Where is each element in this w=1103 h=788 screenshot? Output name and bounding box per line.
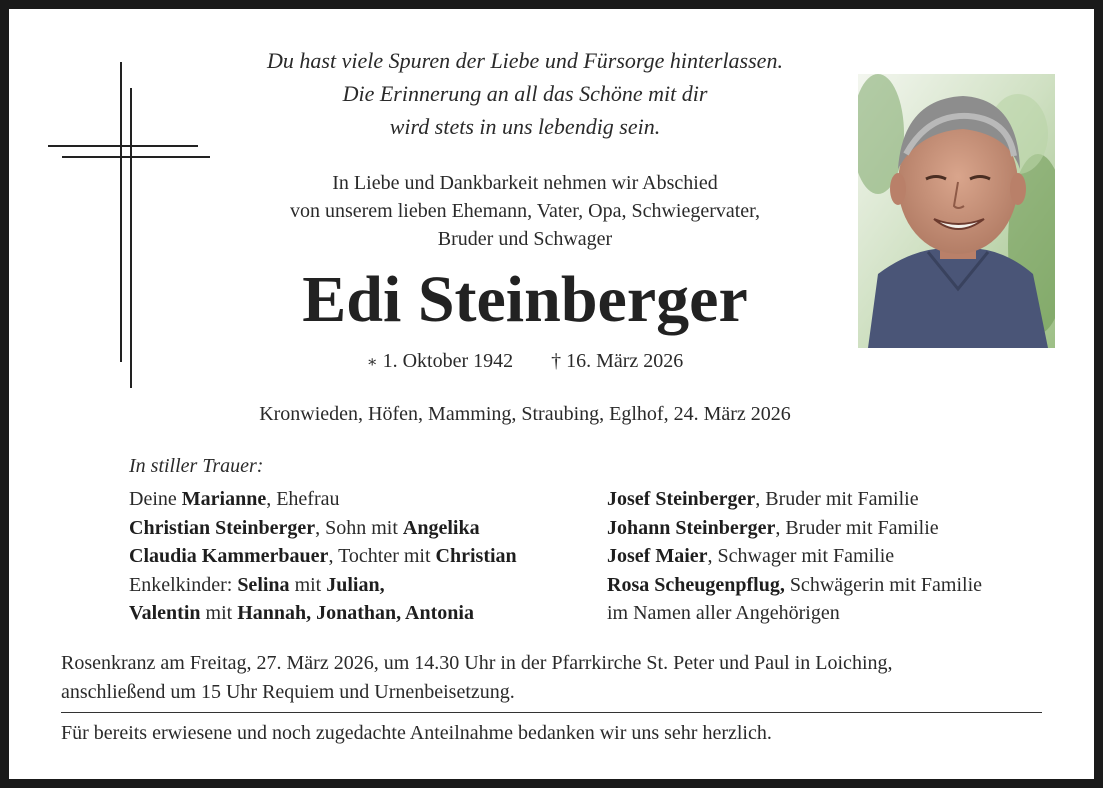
place-and-date: Kronwieden, Höfen, Mamming, Straubing, Eglhof, 24. März 2026 [259,403,791,425]
mourners-right-column [607,485,982,628]
mourner-line: Christian Steinberger, Sohn mit Angelika [129,516,480,539]
birth-date: 1. Oktober 1942 [382,350,514,372]
deceased-name: Edi Steinberger [302,263,748,336]
intro-line: In Liebe und Dankbarkeit nehmen wir Abschied [332,172,718,194]
service-line: Rosenkranz am Freitag, 27. März 2026, um 14.30 Uhr in der Pfarrkirche St. Peter und Paul in Loiching, [61,652,893,674]
mourner-line: Johann Steinberger, Bruder mit Familie [607,516,939,539]
memorial-poem [170,44,880,143]
divider [61,712,1042,713]
mourner-line: Claudia Kammerbauer, Tochter mit Christian [129,545,517,567]
thanks-note: Für bereits erwiesene und noch zugedachte Anteilnahme bedanken wir uns sehr herzlich. [61,722,772,744]
mourner-line: Josef Steinberger, Bruder mit Familie [607,488,919,510]
portrait-photo [858,74,1055,348]
life-dates [170,346,880,378]
mourner-line: im Namen aller Angehörigen [607,602,840,624]
mourners-left-column [129,485,517,628]
mourners-heading: In stiller Trauer: [129,455,264,477]
poem-line: Die Erinnerung an all das Schöne mit dir [342,81,708,106]
death-cross-icon: † [551,350,562,372]
mourner-line: Deine Marianne, Ehefrau [129,488,340,510]
service-info [61,649,1051,707]
mourner-line: Rosa Scheugenpflug, Schwägerin mit Familie [607,573,982,596]
mourner-line: Enkelkinder: Selina mit Julian, [129,573,385,596]
service-line: anschließend um 15 Uhr Requiem und Urnenbeisetzung. [61,681,515,703]
intro-line: von unserem lieben Ehemann, Vater, Opa, Schwiegervater, [289,200,761,222]
mourner-line: Josef Maier, Schwager mit Familie [607,545,895,567]
poem-line: wird stets in uns lebendig sein. [389,114,661,139]
farewell-intro [170,169,880,253]
mourner-line: Valentin mit Hannah, Jonathan, Antonia [129,602,474,624]
birth-star-icon: ∗ [366,354,378,371]
death-date: 16. März 2026 [566,350,684,372]
intro-line: Bruder und Schwager [437,228,613,250]
poem-line: Du hast viele Spuren der Liebe und Fürsorge hinterlassen. [267,48,783,73]
